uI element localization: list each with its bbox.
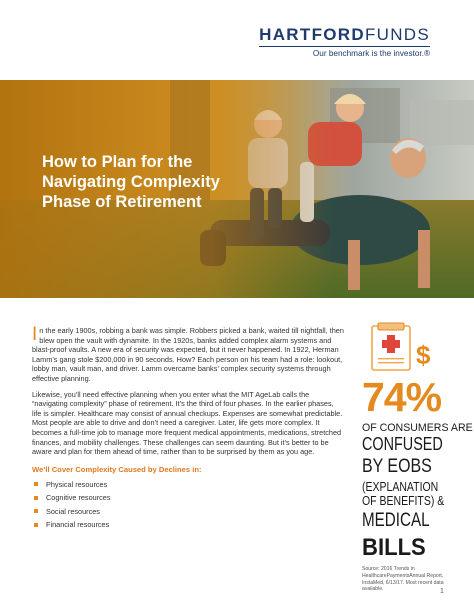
drop-cap: I <box>32 324 38 345</box>
hartford-funds-logo <box>259 26 430 59</box>
list-item <box>32 507 344 521</box>
title-line-2: Navigating Complexity <box>42 173 220 191</box>
logo-tagline: Our benchmark is the investor.® <box>312 49 430 58</box>
source-note: Source: 2016 Trends in HealthcarePaymentsAnnual Report, InstaMed, 6/13/17. Most recent data available. <box>362 566 444 593</box>
stat-line-2: CONFUSED <box>362 434 443 454</box>
page-number: 1 <box>440 588 444 595</box>
intro-paragraph-text: n the early 1900s, robbing a bank was simple. Robbers picked a bank, waited till nightfall, then blew open the vault with dynamite. In the 1920s, banks added complex alarm systems and blast-proof vaults. A new era of security was expected, but it never happened. In 1922, Herman Lamm’s gang stole $200,000 in 90 seconds. How? Each person on his team had a role: lookout, lobby man, vault man, and driver. Lamm overcame banks’ complex security systems through effective planning. <box>32 326 344 383</box>
list-item-label: Social resources <box>46 506 100 516</box>
bullet-icon <box>34 509 38 513</box>
logo-divider <box>259 46 430 47</box>
main-article <box>32 326 344 534</box>
title-line-3: Phase of Retirement <box>42 193 202 211</box>
hero-photo <box>0 80 474 298</box>
title-line-1: How to Plan for the <box>42 153 193 171</box>
declines-list <box>32 480 344 534</box>
list-item-label: Financial resources <box>46 520 110 530</box>
list-item <box>32 480 344 494</box>
stat-line-5: OF BENEFITS) & <box>362 494 445 508</box>
page-header <box>0 0 474 80</box>
list-heading: We’ll Cover Complexity Caused by Declines in: <box>32 464 202 474</box>
logo-wordmark: HARTFORDFUNDS <box>259 25 430 44</box>
bullet-icon <box>34 496 38 500</box>
bullet-icon <box>34 523 38 527</box>
medical-bill-dollar-icon <box>366 322 438 374</box>
stat-line-6: MEDICAL <box>362 510 430 531</box>
intro-paragraph <box>32 326 344 384</box>
document-title <box>42 152 242 212</box>
stat-line-4: (EXPLANATION <box>362 480 439 494</box>
second-paragraph: Likewise, you’ll need effective planning when you enter what the MIT AgeLab calls the “navigating complexity” phase of retirement. It’s the third of four phases. In the earlier phases, life is simpler. Healthcare may consist of annual checkups. Expenses are somewhat predictable. Most people are able to drive and don’t need a caregiver. Later, life gets more complex. It becomes a full-time job to manage more frequent medical appointments, medications, stretched finances, and mobility challenges. These challenges can seem daunting. But it’s better to be aware and plan for them ahead of time, rather than to be surprised by them as you age. <box>32 389 343 457</box>
list-item <box>32 493 344 507</box>
list-item-label: Cognitive resources <box>46 493 111 503</box>
svg-text:$: $ <box>416 340 431 370</box>
bullet-icon <box>34 482 38 486</box>
stat-percent: 74% <box>362 374 442 420</box>
statistic-sidebar <box>358 322 473 593</box>
list-item <box>32 520 344 534</box>
list-item-label: Physical resources <box>46 479 108 489</box>
stat-line-1: OF CONSUMERS ARE <box>362 422 473 434</box>
stat-line-3: BY EOBS <box>362 456 432 477</box>
stat-line-7: BILLS <box>362 534 426 561</box>
